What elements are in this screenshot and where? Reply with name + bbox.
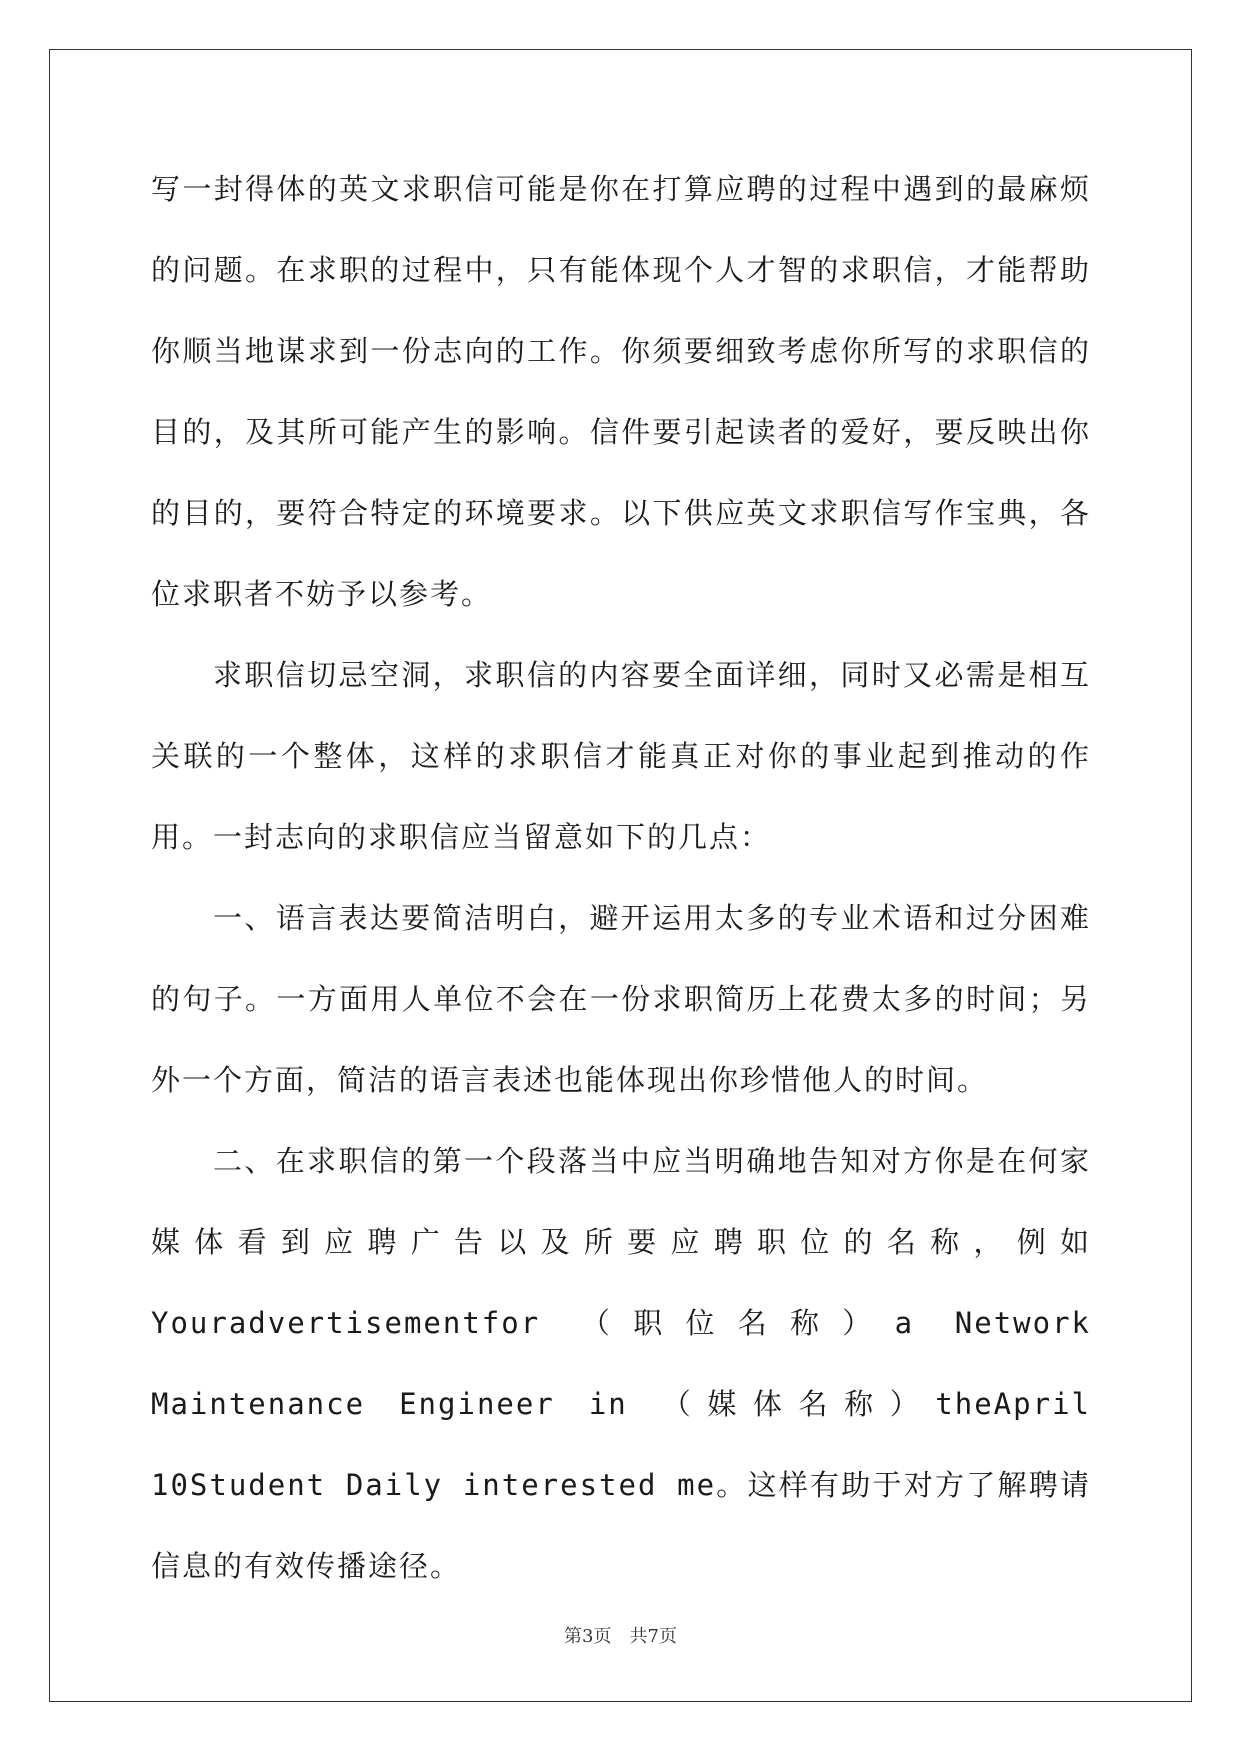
paragraph-intro: 写一封得体的英文求职信可能是你在打算应聘的过程中遇到的最麻烦的问题。在求职的过程中，只有能体现个人才智的求职信，才能帮助你顺当地谋求到一份志向的工作。你须要细致考虑你所写的求职信的目的，及其所可能产生的影响。信件要引起读者的爱好，要反映出你的目的，要符合特定的环境要求。以下供应英文求职信写作宝典，各位求职者不妨予以参考。 bbox=[151, 172, 1091, 611]
paragraph-2: 求职信切忌空洞，求职信的内容要全面详细，同时又必需是相互关联的一个整体，这样的求职信才能真正对你的事业起到推动的作用。一封志向的求职信应当留意如下的几点： bbox=[151, 658, 1091, 854]
page-number: 第3页 共7页 bbox=[564, 1626, 677, 1647]
paragraph-point-2: 二、在求职信的第一个段落当中应当明确地告知对方你是在何家媒体看到应聘广告以及所要应聘职位的名称，例如 Youradvertisementfor （职位名称）a Network Maintenance Engineer in （媒体名称）theApril 10Student Daily interested me。这样有助于对方了解聘请信息的有效传播途径。 bbox=[151, 1144, 1091, 1583]
paragraph-point-1: 一、语言表达要简洁明白，避开运用太多的专业术语和过分困难的句子。一方面用人单位不会在一份求职简历上花费太多的时间；另外一个方面，简洁的语言表述也能体现出你珍惜他人的时间。 bbox=[151, 901, 1091, 1097]
document-body bbox=[151, 149, 1091, 1607]
